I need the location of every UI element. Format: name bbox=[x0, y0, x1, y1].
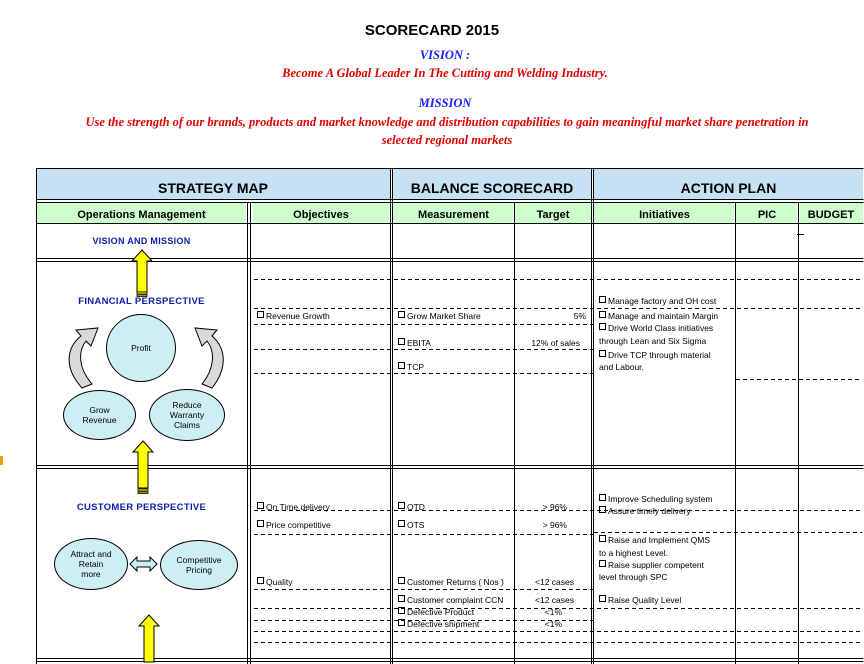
target-value: > 96% bbox=[542, 520, 567, 530]
strategy-map-header: STRATEGY MAP bbox=[158, 180, 268, 196]
customer-perspective-label: CUSTOMER PERSPECTIVE bbox=[76, 502, 207, 513]
checkbox-icon bbox=[599, 535, 606, 542]
objective-item: Price competitive bbox=[257, 520, 331, 530]
initiative-item-continued: to a highest Level. bbox=[599, 548, 668, 558]
attract-retain-bubble bbox=[54, 538, 128, 590]
curved-arrow-icon bbox=[69, 328, 98, 388]
checkbox-icon bbox=[599, 296, 606, 303]
measure-item: Customer complaint CCN bbox=[398, 595, 503, 605]
action-plan-header: ACTION PLAN bbox=[680, 180, 777, 196]
vision-text: Become A Global Leader In The Cutting and Welding Industry. bbox=[282, 66, 608, 80]
initiative-item: Raise supplier competent bbox=[599, 560, 704, 570]
target-value: <1% bbox=[544, 619, 562, 629]
measure-item: OTD bbox=[398, 502, 425, 512]
row-marker bbox=[0, 456, 3, 465]
target-value: > 96% bbox=[542, 502, 567, 512]
objective-item: Revenue Growth bbox=[257, 311, 330, 321]
target-value: <1% bbox=[544, 607, 562, 617]
checkbox-icon bbox=[599, 323, 606, 330]
bubble-line: Attract and bbox=[70, 549, 112, 559]
initiative-item: Improve Scheduling system bbox=[599, 494, 712, 504]
objective-item: On Time delivery bbox=[257, 502, 330, 512]
measure-item: OTS bbox=[398, 520, 424, 530]
target-value: 12% of sales bbox=[531, 338, 580, 348]
target-value: 5% bbox=[573, 311, 586, 321]
initiative-item: Assure timely delivery bbox=[599, 506, 691, 516]
reduce-warranty-claims-bubble bbox=[149, 389, 225, 441]
measure-item: Defective shipment bbox=[398, 619, 479, 629]
checkbox-icon bbox=[257, 520, 264, 527]
curved-arrow-icon bbox=[195, 328, 223, 388]
measure-item: TCP bbox=[398, 362, 424, 372]
initiative-item: Manage and maintain Margin bbox=[599, 311, 718, 321]
target-header: Target bbox=[536, 209, 570, 221]
checkbox-icon bbox=[398, 311, 405, 318]
checkbox-icon bbox=[398, 362, 405, 369]
target-value: <12 cases bbox=[535, 577, 574, 587]
checkbox-icon bbox=[599, 595, 606, 602]
budget-header: BUDGET bbox=[807, 209, 855, 221]
objective-item: Quality bbox=[257, 577, 292, 587]
initiative-item-continued: through Lean and Six Sigma bbox=[599, 336, 707, 346]
up-arrow-icon bbox=[132, 250, 152, 297]
vision-label: VISION : bbox=[419, 48, 471, 62]
checkbox-icon bbox=[257, 577, 264, 584]
checkbox-icon bbox=[398, 520, 405, 527]
bubble-line: Pricing bbox=[186, 565, 212, 575]
checkbox-icon bbox=[257, 311, 264, 318]
checkbox-icon bbox=[599, 350, 606, 357]
bubble-line: Competitive bbox=[176, 555, 222, 565]
checkbox-icon bbox=[599, 506, 606, 513]
initiative-item: Raise Quality Level bbox=[599, 595, 681, 605]
measure-item: EBITA bbox=[398, 338, 431, 348]
checkbox-icon bbox=[599, 311, 606, 318]
pic-header: PIC bbox=[757, 209, 777, 221]
up-arrow-icon bbox=[139, 615, 159, 662]
profit-label: Profit bbox=[131, 343, 151, 353]
checkbox-icon bbox=[599, 560, 606, 567]
checkbox-icon bbox=[398, 577, 405, 584]
profit-bubble bbox=[106, 314, 176, 382]
bubble-line: Warranty bbox=[169, 410, 205, 420]
initiative-item-continued: level through SPC bbox=[599, 572, 668, 582]
bubble-line: Claims bbox=[174, 420, 200, 430]
initiative-item: Raise and Implement QMS bbox=[599, 535, 710, 545]
initiative-item: Manage factory and OH cost bbox=[599, 296, 716, 306]
initiatives-header: Initiatives bbox=[639, 209, 690, 221]
balance-scorecard-header: BALANCE SCORECARD bbox=[410, 180, 574, 196]
initiative-item: Drive World Class initiatives bbox=[599, 323, 713, 333]
target-value: <12 cases bbox=[535, 595, 574, 605]
bubble-line: more bbox=[81, 569, 101, 579]
scorecard-table bbox=[36, 168, 864, 664]
mission-text-line1: Use the strength of our brands, products and market knowledge and distribution capabilities to gain meaningful market share penetration in bbox=[85, 115, 809, 129]
checkbox-icon bbox=[398, 595, 405, 602]
double-arrow-icon bbox=[130, 557, 157, 571]
mission-text-line2: selected regional markets bbox=[381, 133, 513, 147]
measure-item: Defective Product bbox=[398, 607, 474, 617]
bubble-line: Reduce bbox=[172, 400, 202, 410]
grow-revenue-bubble bbox=[63, 390, 136, 440]
checkbox-icon bbox=[257, 502, 264, 509]
vision-and-mission-label: VISION AND MISSION bbox=[92, 236, 191, 246]
mission-label: MISSION bbox=[418, 96, 472, 110]
bubble-line: Grow bbox=[89, 405, 110, 415]
up-arrow-icon bbox=[133, 441, 153, 494]
competitive-pricing-bubble bbox=[160, 540, 238, 590]
checkbox-icon bbox=[398, 619, 405, 626]
checkbox-icon bbox=[398, 338, 405, 345]
measure-item: Grow Market Share bbox=[398, 311, 481, 321]
bubble-line: Retain bbox=[78, 559, 104, 569]
measure-item: Customer Returns ( Nos ) bbox=[398, 577, 504, 587]
bubble-line: Revenue bbox=[82, 415, 117, 425]
operations-management-header: Operations Management bbox=[77, 209, 206, 221]
page-title: SCORECARD 2015 bbox=[364, 22, 500, 39]
checkbox-icon bbox=[599, 494, 606, 501]
financial-perspective-label: FINANCIAL PERSPECTIVE bbox=[78, 296, 205, 307]
checkbox-icon bbox=[398, 607, 405, 614]
measurement-header: Measurement bbox=[418, 209, 489, 221]
initiative-item: Drive TCP through material bbox=[599, 350, 711, 360]
checkbox-icon bbox=[398, 502, 405, 509]
objectives-header: Objectives bbox=[293, 209, 349, 221]
initiative-item-continued: and Labour. bbox=[599, 362, 644, 372]
